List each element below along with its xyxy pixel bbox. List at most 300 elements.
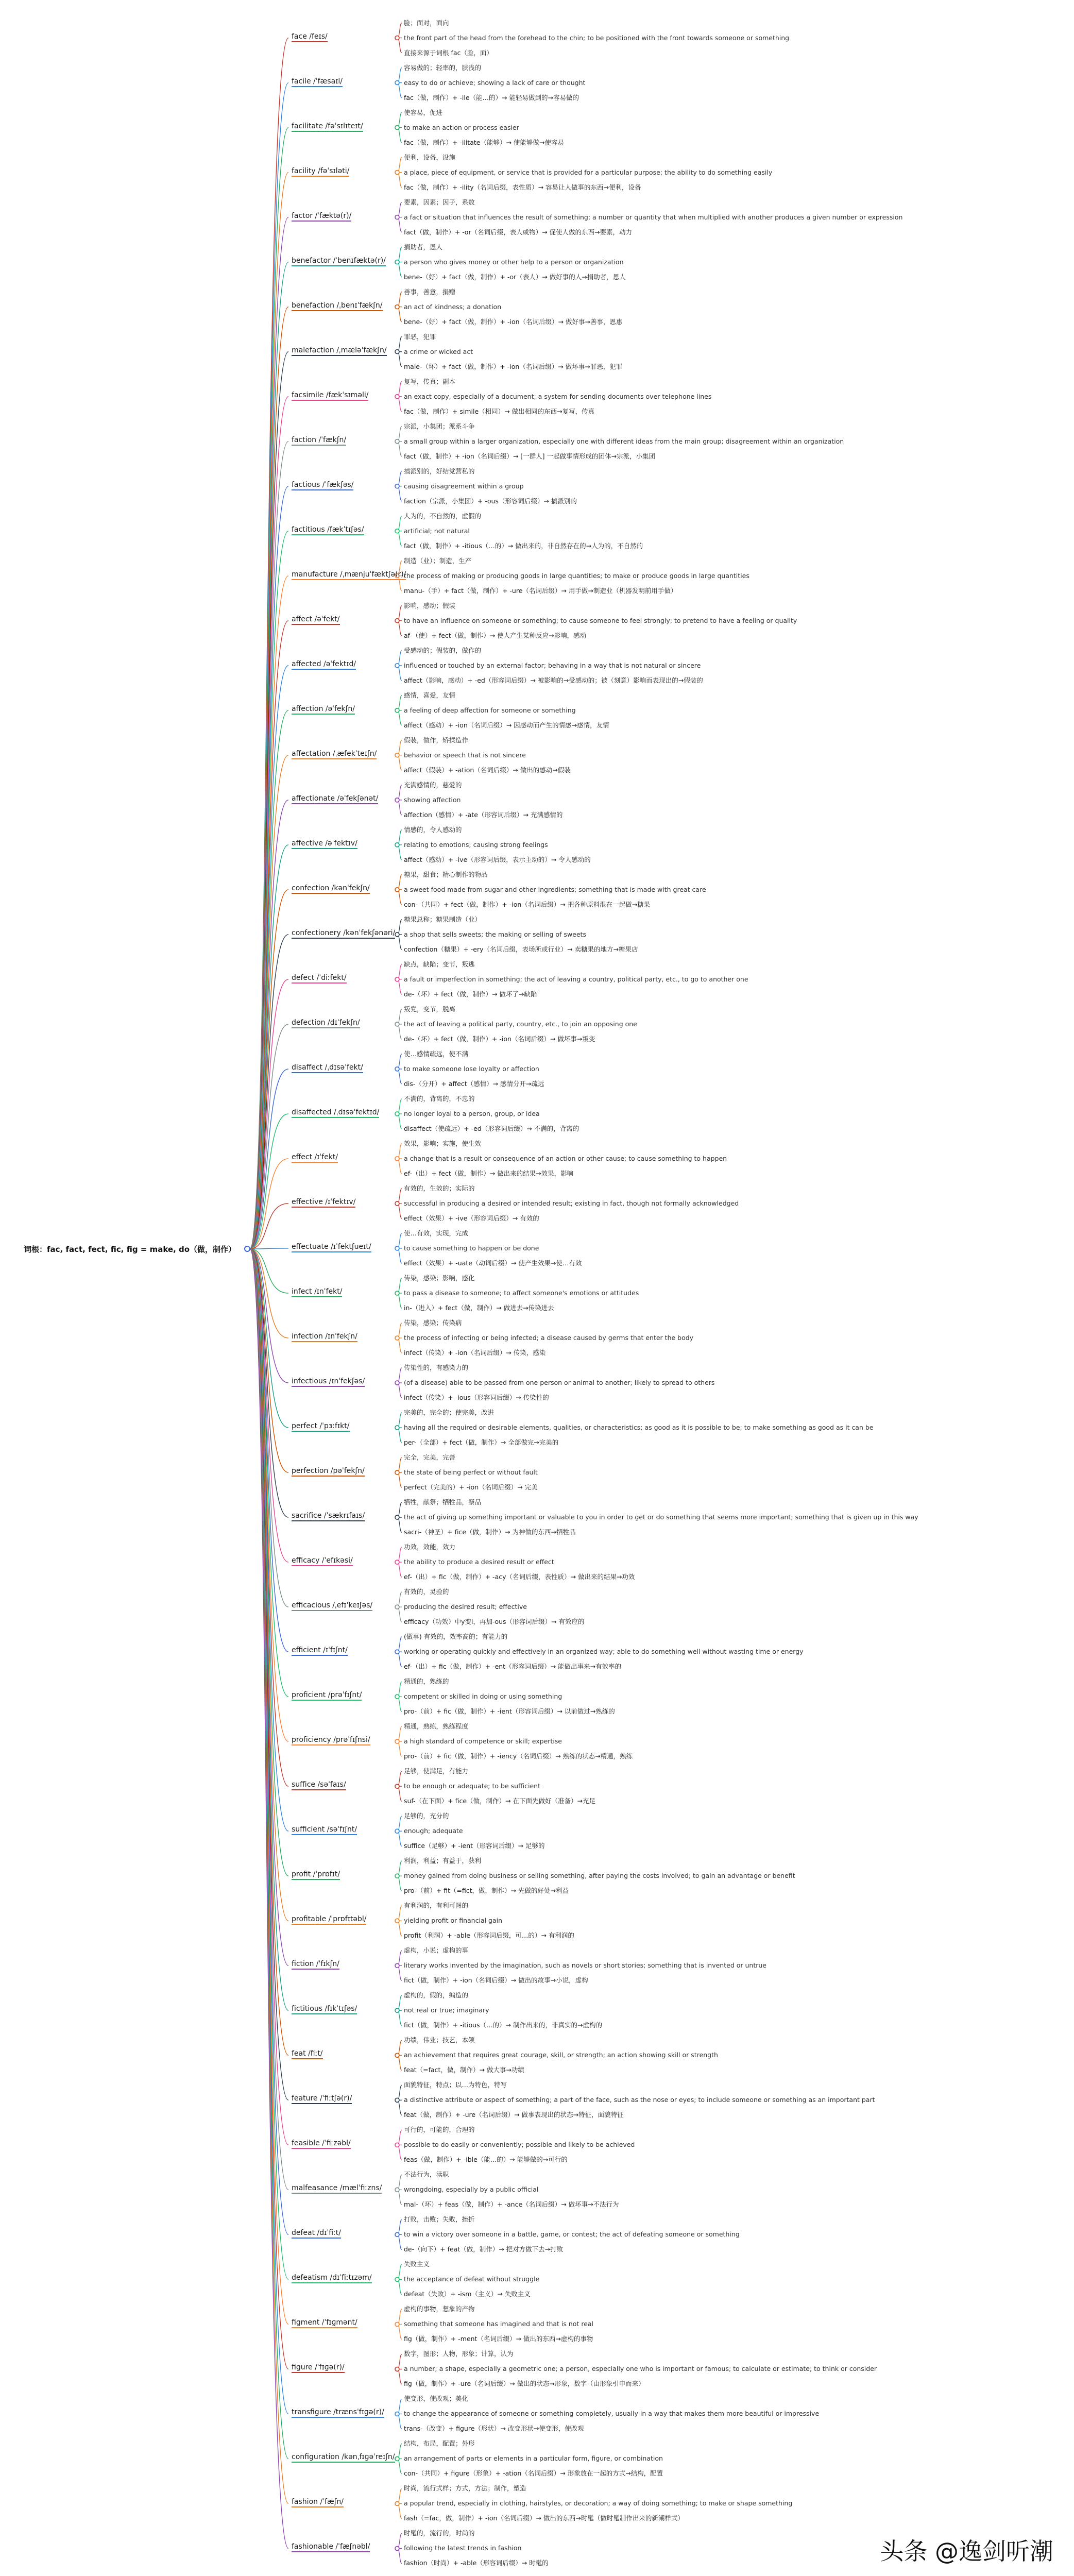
- word-definition-en: working or operating quickly and effectively in an organized way; able to do something well without wasting time or energy: [404, 1648, 804, 1656]
- word-definition-en: causing disagreement within a group: [404, 482, 524, 490]
- word-definition-en: not real or true; imaginary: [404, 2006, 489, 2014]
- word-meaning-zh: 容易做的；轻率的，肤浅的: [404, 63, 482, 72]
- word-node[interactable]: [292, 1960, 339, 1968]
- word-branch: [292, 464, 1072, 509]
- word-definition-en: a popular trend, especially in clothing, hairstyles, or decoration; a way of doing something; to make or shape something: [404, 2499, 793, 2507]
- word-definition-en: the state of being perfect or without fault: [404, 1468, 538, 1477]
- word-etymology: ef-（出）+ fic（做，制作）+ -acy（名词后缀，表性质）→ 做出来的结果→功效: [404, 1573, 635, 1581]
- word-meaning-zh: 效果，影响；实施，使生效: [404, 1139, 482, 1147]
- word-headword: perfection /pəˈfekʃn/: [292, 1467, 365, 1477]
- word-meaning-zh: 善事，善意，捐赠: [404, 287, 456, 296]
- word-definition-en: producing the desired result; effective: [404, 1603, 527, 1611]
- word-etymology: confection（糖果）+ -ery（名词后缀，表场所或行业）→ 卖糖果的地方→糖果店: [404, 945, 638, 953]
- word-headword: facilitate /fəˈsɪlɪteɪt/: [292, 122, 363, 132]
- word-headword: defeatism /dɪˈfiːtɪzəm/: [292, 2274, 372, 2283]
- word-headword: efficacious /ˌefɪˈkeɪʃəs/: [292, 1601, 372, 1611]
- word-branch: [292, 2167, 1072, 2212]
- word-headword: configuration /kənˌfɪɡəˈreɪʃn/: [292, 2453, 395, 2463]
- word-headword: affect /əˈfekt/: [292, 615, 340, 625]
- word-node[interactable]: [292, 1825, 357, 1834]
- word-definition-en: a fault or imperfection in something; the act of leaving a country, political party, etc., to go to another one: [404, 975, 748, 983]
- word-node[interactable]: [292, 2453, 395, 2461]
- word-definition-en: an act of kindness; a donation: [404, 302, 502, 311]
- word-branch: [292, 1809, 1072, 1854]
- word-meaning-zh: 虚构的事物，想象的产物: [404, 2305, 475, 2313]
- word-etymology: feat（=fact，做，制作）→ 做大事→功绩: [404, 2066, 524, 2074]
- word-node[interactable]: [292, 839, 357, 848]
- word-definition-en: a number; a shape, especially a geometric one; a person, especially one who is important or famous; to calculate or estimate; to think or consider: [404, 2365, 877, 2373]
- word-headword: affection /əˈfekʃn/: [292, 705, 355, 715]
- word-etymology: effect（效果）+ -uate（动词后缀）→ 使产生效果→使…有效: [404, 1259, 582, 1267]
- word-definition-en: competent or skilled in doing or using something: [404, 1692, 562, 1701]
- word-node[interactable]: [292, 929, 395, 937]
- word-meaning-zh: 使…有效，实现，完成: [404, 1229, 469, 1237]
- word-node[interactable]: [292, 1512, 365, 1520]
- word-definition-en: successful in producing a desired or intended result; existing in fact, though not formally acknowledged: [404, 1199, 739, 1207]
- word-headword: proficient /prəˈfɪʃnt/: [292, 1691, 362, 1701]
- word-headword: affectation /ˌæfekˈteɪʃn/: [292, 750, 377, 759]
- word-branch: [292, 733, 1072, 777]
- word-definition-en: the front part of the head from the forehead to the chin; to be positioned with the front towards someone or something: [404, 33, 790, 42]
- word-definition-en: a feeling of deep affection for someone or something: [404, 706, 576, 714]
- word-node[interactable]: [292, 750, 377, 758]
- word-etymology: fig（做，制作）+ -ure（名词后缀）→ 做出的状态→形象，数字（由形象引申而来）: [404, 2380, 645, 2388]
- word-node[interactable]: [292, 77, 343, 86]
- word-branch: [292, 2392, 1072, 2436]
- word-etymology: fig（做，制作）+ -ment（名词后缀）→ 做出的东西→虚构的事物: [404, 2335, 593, 2343]
- word-etymology: de-（向下）+ feat（做，制作）→ 把对方做下去→打败: [404, 2245, 564, 2253]
- word-etymology: pro-（前）+ fic（做，制作）+ -ient（形容词后缀）→ 以前做过→熟练的: [404, 1707, 615, 1716]
- word-branch: [292, 419, 1072, 464]
- word-node[interactable]: [292, 705, 355, 713]
- word-etymology: profit（利润）+ -able（形容词后缀，可…的）→ 有利润的: [404, 1931, 574, 1940]
- word-etymology: mal-（坏）+ feas（做，制作）+ -ance（名词后缀）→ 做坏事→不法行为: [404, 2200, 619, 2209]
- word-headword: benefactor /ˈbenɪfæktə(r)/: [292, 257, 386, 266]
- word-headword: fashion /ˈfæʃn/: [292, 2498, 344, 2507]
- word-definition-en: a high standard of competence or skill; expertise: [404, 1737, 562, 1745]
- word-node[interactable]: [292, 2184, 382, 2192]
- word-definition-en: the ability to produce a desired result or effect: [404, 1558, 554, 1566]
- word-headword: facile /ˈfæsaɪl/: [292, 77, 343, 87]
- word-meaning-zh: 足够的，充分的: [404, 1812, 449, 1820]
- word-etymology: fashion（时尚）+ -able（形容词后缀）→ 时髦的: [404, 2559, 549, 2567]
- word-node[interactable]: [292, 1198, 355, 1206]
- word-etymology: bene-（好）+ fact（做，制作）+ -or（表人）→ 做好事的人→捐助者，恩人: [404, 273, 626, 281]
- word-headword: factor /ˈfæktə(r)/: [292, 212, 351, 222]
- word-headword: transfigure /trænsˈfɪɡə(r)/: [292, 2408, 384, 2418]
- word-etymology: trans-（改变）+ figure（形状）→ 改变形状→使变形，使改观: [404, 2425, 584, 2433]
- word-etymology: fact（做，制作）+ -or（名词后缀，表人或物）→ 促使人做的东西→要素，动力: [404, 228, 633, 236]
- word-branch: [292, 822, 1072, 867]
- word-branch: [292, 509, 1072, 553]
- word-definition-en: a shop that sells sweets; the making or selling of sweets: [404, 930, 586, 938]
- word-definition-en: showing affection: [404, 795, 461, 804]
- word-definition-en: money gained from doing business or selling something, after paying the costs involved; to gain an advantage or benefit: [404, 1872, 795, 1880]
- word-meaning-zh: 时髦的，流行的，时尚的: [404, 2529, 475, 2537]
- word-node[interactable]: [292, 301, 383, 310]
- word-etymology: 直接来源于词根 fac（脸，面）: [404, 48, 493, 57]
- word-etymology: de-（坏）+ fect（做，制作）+ -ion（名词后缀）→ 做坏事→叛变: [404, 1035, 595, 1043]
- word-etymology: fash（=fac，做，制作）+ -ion（名词后缀）→ 做出的东西→时髦（做时髦制作出来的新潮样式）: [404, 2514, 684, 2522]
- word-headword: factitious /fækˈtɪʃəs/: [292, 526, 364, 535]
- word-node[interactable]: [292, 2005, 357, 2013]
- word-headword: malfeasance /mælˈfiːzns/: [292, 2184, 382, 2194]
- word-meaning-zh: 要素，因素；因子，系数: [404, 198, 475, 206]
- word-node[interactable]: [292, 2094, 352, 2103]
- word-branch: [292, 1540, 1072, 1585]
- word-meaning-zh: 使…感情疏远，使不满: [404, 1049, 469, 1058]
- word-meaning-zh: 情感的，令人感动的: [404, 825, 462, 834]
- word-branch: [292, 1316, 1072, 1361]
- word-headword: fashionable /ˈfæʃnəbl/: [292, 2543, 370, 2552]
- word-definition-en: to be enough or adequate; to be sufficient: [404, 1782, 540, 1790]
- word-branch: [292, 1674, 1072, 1719]
- word-meaning-zh: 完美的，完全的；使完美，改进: [404, 1409, 495, 1417]
- word-branch: [292, 2302, 1072, 2347]
- word-branch: [292, 553, 1072, 598]
- word-etymology: ef-（出）+ fic（做，制作）+ -ent（形容词后缀）→ 能做出事来→有效率的: [404, 1663, 622, 1671]
- word-meaning-zh: 脸；面对，面向: [404, 19, 449, 27]
- word-etymology: affect（感动）+ -ion（名词后缀）→ 因感动而产生的情感→感情，友情: [404, 721, 609, 729]
- word-branch: [292, 1899, 1072, 1943]
- word-node[interactable]: [292, 2229, 341, 2237]
- word-branch: [292, 1495, 1072, 1540]
- word-headword: feasible /ˈfiːzəbl/: [292, 2139, 351, 2149]
- word-branch: [292, 150, 1072, 195]
- word-branch: [292, 1226, 1072, 1270]
- word-node[interactable]: [292, 1422, 350, 1430]
- word-branch: [292, 1361, 1072, 1405]
- word-definition-en: something that someone has imagined and that is not real: [404, 2320, 594, 2328]
- word-node[interactable]: [292, 570, 406, 579]
- word-branch: [292, 1270, 1072, 1315]
- word-meaning-zh: 宗派，小集团；派系斗争: [404, 422, 475, 430]
- word-definition-en: a change that is a result or consequence of an action or other cause; to cause something to happen: [404, 1154, 727, 1162]
- word-definition-en: yielding profit or financial gain: [404, 1917, 503, 1925]
- word-meaning-zh: 糖果总称；糖果制造（业）: [404, 915, 482, 923]
- word-node[interactable]: [292, 1467, 365, 1475]
- word-node[interactable]: [292, 2318, 357, 2327]
- word-headword: profitable /ˈprɒfɪtəbl/: [292, 1915, 366, 1925]
- word-definition-en: wrongdoing, especially by a public official: [404, 2185, 539, 2194]
- word-node[interactable]: [292, 1691, 362, 1699]
- word-headword: infection /ɪnˈfekʃn/: [292, 1332, 357, 1342]
- word-headword: confectionery /kənˈfekʃənəri/: [292, 929, 395, 939]
- word-node[interactable]: [292, 794, 378, 803]
- word-headword: confection /kənˈfekʃn/: [292, 884, 370, 894]
- word-branch: [292, 195, 1072, 240]
- word-headword: profit /ˈprɒfɪt/: [292, 1870, 340, 1880]
- word-definition-en: a place, piece of equipment, or service that is provided for a particular purpose; the ability to do something easily: [404, 168, 773, 176]
- word-branch: [292, 1091, 1072, 1136]
- word-branch: [292, 105, 1072, 150]
- word-meaning-zh: 结构，布局，配置；外形: [404, 2439, 475, 2448]
- word-node[interactable]: [292, 32, 328, 41]
- word-definition-en: the acceptance of defeat without struggle: [404, 2275, 540, 2283]
- word-headword: disaffected /ˌdɪsəˈfektɪd/: [292, 1108, 379, 1118]
- word-meaning-zh: 虚构，小说；虚构的事: [404, 1946, 469, 1955]
- word-branch: [292, 1585, 1072, 1630]
- word-branch: [292, 1002, 1072, 1046]
- word-headword: feat /fiːt/: [292, 2049, 323, 2059]
- word-etymology: fact（做，制作）+ -itious（…的）→ 做出来的，非自然存在的→人为的，不自然的: [404, 541, 643, 550]
- word-meaning-zh: 有利润的，有利可图的: [404, 1902, 469, 1910]
- word-definition-en: no longer loyal to a person, group, or idea: [404, 1109, 540, 1117]
- word-definition-en: easy to do or achieve; showing a lack of care or thought: [404, 78, 586, 87]
- word-definition-en: the act of giving up something important or valuable to you in order to get or do something that seems more important; something that is given up in this way: [404, 1513, 918, 1521]
- word-definition-en: enough; adequate: [404, 1827, 463, 1835]
- word-etymology: suffice（足够）+ -ient（形容词后缀）→ 足够的: [404, 1842, 545, 1850]
- word-node[interactable]: [292, 1556, 353, 1565]
- word-node[interactable]: [292, 1108, 379, 1116]
- word-meaning-zh: 制造（业）；制造，生产: [404, 556, 472, 565]
- word-headword: feature /ˈfiːtʃə(r)/: [292, 2094, 352, 2104]
- word-etymology: disaffect（使疏远）+ -ed（形容词后缀）→ 不满的，背离的: [404, 1124, 579, 1132]
- word-meaning-zh: 时尚，流行式样；方式，方法；制作，塑造: [404, 2484, 526, 2493]
- word-headword: face /feɪs/: [292, 32, 328, 42]
- word-definition-en: to cause something to happen or be done: [404, 1244, 539, 1252]
- word-meaning-zh: 传染，感染；传染病: [404, 1319, 462, 1327]
- word-node[interactable]: [292, 1243, 371, 1251]
- word-etymology: fac（做，制作）+ -ilitate（能够）→ 使能够做→使容易: [404, 138, 564, 146]
- word-etymology: feas（做，制作）+ -ible（能…的）→ 能够做的→可行的: [404, 2156, 568, 2164]
- word-etymology: affect（影响，感动）+ -ed（形容词后缀）→ 被影响的→受感动的；被（刻意）影响而表现出的→假装的: [404, 676, 703, 684]
- word-headword: factious /ˈfækʃəs/: [292, 481, 353, 490]
- word-etymology: infect（传染）+ -ious（形容词后缀）→ 传染性的: [404, 1394, 549, 1402]
- word-headword: fictitious /fɪkˈtɪʃəs/: [292, 2005, 357, 2014]
- word-etymology: suf-（在下面）+ fice（做，制作）→ 在下面先做好（准备）→充足: [404, 1797, 595, 1805]
- word-headword: suffice /səˈfaɪs/: [292, 1781, 346, 1790]
- word-meaning-zh: 功绩，伟业；技艺，本领: [404, 2036, 475, 2044]
- word-node[interactable]: [292, 391, 368, 399]
- word-headword: perfect /ˈpɜːfɪkt/: [292, 1422, 350, 1432]
- word-branch: [292, 1630, 1072, 1674]
- word-headword: malefaction /ˌmæləˈfækʃn/: [292, 346, 387, 356]
- word-branch: [292, 2212, 1072, 2257]
- word-headword: infect /ɪnˈfekt/: [292, 1287, 342, 1297]
- word-node[interactable]: [292, 436, 346, 444]
- branch-connector: [250, 845, 288, 1249]
- word-node[interactable]: [292, 884, 370, 892]
- word-headword: facsimile /fækˈsɪməli/: [292, 391, 368, 401]
- word-node[interactable]: [292, 1019, 360, 1027]
- word-branch: [292, 374, 1072, 419]
- word-definition-en: the act of leaving a political party, country, etc., to join an opposing one: [404, 1020, 637, 1028]
- word-definition-en: literary works invented by the imagination, such as novels or short stories; something that is invented or untrue: [404, 1961, 766, 1970]
- word-meaning-zh: 精通的，熟练的: [404, 1677, 449, 1686]
- word-meaning-zh: 数字，图形；人物，形象；计算，认为: [404, 2350, 514, 2358]
- word-meaning-zh: 使变形，使改观；美化: [404, 2395, 469, 2403]
- word-etymology: infect（传染）+ -ion（名词后缀）→ 传染，感染: [404, 1349, 546, 1357]
- word-definition-en: following the latest trends in fashion: [404, 2544, 522, 2552]
- word-meaning-zh: 不法行为，渎职: [404, 2171, 449, 2179]
- word-node[interactable]: [292, 1153, 338, 1161]
- word-definition-en: a distinctive attribute or aspect of something; a part of the face, such as the nose or eyes; to include someone or something as an important part: [404, 2096, 875, 2104]
- word-node[interactable]: [292, 1781, 346, 1789]
- word-branch: [292, 2123, 1072, 2167]
- word-meaning-zh: 便利，设备，设施: [404, 153, 456, 161]
- word-etymology: pro-（前）+ fic（做，制作）+ -iency（名词后缀）→ 熟练的状态→精通，熟练: [404, 1752, 633, 1760]
- word-etymology: faction（宗派，小集团）+ -ous（形容词后缀）→ 搞派别的: [404, 497, 577, 505]
- word-meaning-zh: 失败主义: [404, 2260, 430, 2268]
- word-meaning-zh: 感情，喜爱，友情: [404, 691, 456, 699]
- word-headword: facility /fəˈsɪləti/: [292, 167, 349, 177]
- word-branch: [292, 1943, 1072, 1988]
- word-headword: effective /ɪˈfektɪv/: [292, 1198, 355, 1208]
- word-headword: effectuate /ɪˈfektʃueɪt/: [292, 1243, 371, 1252]
- word-node[interactable]: [292, 526, 364, 534]
- word-headword: fiction /ˈfɪkʃn/: [292, 1960, 339, 1970]
- word-headword: proficiency /prəˈfɪʃnsi/: [292, 1736, 370, 1745]
- word-definition-en: a person who gives money or other help to a person or organization: [404, 258, 624, 266]
- word-meaning-zh: 影响，感动；假装: [404, 601, 456, 609]
- word-definition-en: a crime or wicked act: [404, 347, 473, 355]
- word-etymology: bene-（好）+ fact（做，制作）+ -ion（名词后缀）→ 做好事→善事，恩惠: [404, 317, 623, 326]
- branch-connector: [250, 1248, 288, 1249]
- word-meaning-zh: 缺点，缺陷；变节，叛逃: [404, 960, 475, 968]
- word-node[interactable]: [292, 1287, 342, 1296]
- word-meaning-zh: 受感动的；假装的，做作的: [404, 646, 482, 654]
- word-node[interactable]: [292, 2274, 372, 2282]
- word-node[interactable]: [292, 2363, 345, 2371]
- word-meaning-zh: 搞派别的，好结党营私的: [404, 467, 475, 475]
- word-branch: [292, 1450, 1072, 1495]
- word-node[interactable]: [292, 481, 353, 489]
- word-definition-en: to win a victory over someone in a battle, game, or contest; the act of defeating someone or something: [404, 2230, 740, 2239]
- word-definition-en: a small group within a larger organization, especially one with different ideas from the main group; disagreement within an organization: [404, 437, 844, 445]
- word-definition-en: the process of infecting or being infected; a disease caused by germs that enter the body: [404, 1334, 694, 1342]
- word-branch: [292, 1046, 1072, 1091]
- word-definition-en: to pass a disease to someone; to affect someone's emotions or attitudes: [404, 1289, 639, 1297]
- word-etymology: ef-（出）+ fect（做，制作）→ 做出来的结果→效果，影响: [404, 1169, 574, 1177]
- word-etymology: fict（做，制作）+ -itious（…的）→ 制作出来的，非真实的→虚构的: [404, 2021, 602, 2029]
- word-meaning-zh: 复写，传真；副本: [404, 377, 456, 385]
- word-meaning-zh: 不满的，背离的，不忠的: [404, 1094, 475, 1103]
- word-etymology: fac（做，制作）+ -ility（名词后缀，表性质）→ 容易让人做事的东西→便利，设备: [404, 183, 641, 191]
- word-branch: [292, 912, 1072, 957]
- word-definition-en: to make someone lose loyalty or affection: [404, 1064, 539, 1073]
- word-meaning-zh: 人为的，不自然的，虚假的: [404, 512, 482, 520]
- source-watermark: 头条 @逸剑听潮: [880, 2537, 1053, 2565]
- word-headword: sacrifice /ˈsækrɪfaɪs/: [292, 1512, 365, 1521]
- word-node[interactable]: [292, 1870, 340, 1878]
- word-definition-en: the process of making or producing goods in large quantities; to make or produce goods in large quantities: [404, 571, 749, 580]
- word-node[interactable]: [292, 974, 347, 982]
- word-definition-en: a sweet food made from sugar and other ingredients; something that is made with great care: [404, 885, 706, 893]
- word-definition-en: possible to do easily or conveniently; possible and likely to be achieved: [404, 2141, 635, 2149]
- word-branch: [292, 2481, 1072, 2526]
- word-branch: [292, 957, 1072, 1002]
- word-etymology: perfect（完美的）+ -ion（名词后缀）→ 完美: [404, 1483, 538, 1492]
- word-node[interactable]: [292, 1646, 348, 1654]
- word-branch: [292, 240, 1072, 284]
- word-definition-en: an arrangement of parts or elements in a particular form, figure, or combination: [404, 2454, 663, 2463]
- word-meaning-zh: 完全，完美，完善: [404, 1453, 456, 1462]
- word-branch: [292, 60, 1072, 105]
- word-meaning-zh: 有效的，灵验的: [404, 1588, 449, 1596]
- word-headword: benefaction /ˌbenɪˈfækʃn/: [292, 301, 383, 311]
- root-bullet: [245, 1246, 250, 1251]
- word-definition-en: a fact or situation that influences the result of something; a number or quantity that when multiplied with another produces a given number or expression: [404, 213, 903, 221]
- word-meaning-zh: 叛党，变节，脱离: [404, 1005, 456, 1013]
- word-etymology: efficacy（功效）中y变i，再加-ous（形容词后缀）→ 有效应的: [404, 1618, 585, 1626]
- word-definition-en: relating to emotions; causing strong feelings: [404, 840, 548, 849]
- word-node[interactable]: [292, 2498, 344, 2506]
- word-node[interactable]: [292, 1601, 372, 1609]
- word-definition-en: behavior or speech that is not sincere: [404, 751, 526, 759]
- word-etymology: dis-（分开）+ affect（感情）→ 感情分开→疏远: [404, 1079, 544, 1088]
- word-definition-en: influenced or touched by an external factor; behaving in a way that is not natural or sincere: [404, 661, 701, 669]
- word-node[interactable]: [292, 2049, 323, 2058]
- word-node[interactable]: [292, 1063, 363, 1072]
- word-etymology: sacri-（神圣）+ fice（做，制作）→ 为神做的东西→牺牲品: [404, 1528, 576, 1536]
- word-branch: [292, 643, 1072, 688]
- word-meaning-zh: 捐助者，恩人: [404, 243, 443, 251]
- word-etymology: male-（坏）+ fact（做，制作）+ -ion（名词后缀）→ 做坏事→罪恶，犯罪: [404, 362, 623, 370]
- word-branch: [292, 1136, 1072, 1181]
- word-node[interactable]: [292, 1377, 365, 1385]
- word-branch: [292, 2257, 1072, 2302]
- word-branch: [292, 1405, 1072, 1450]
- word-etymology: fact（做，制作）+ -ion（名词后缀）→ [一群人] 一起做事情形成的团体→宗派，小集团: [404, 452, 655, 460]
- word-meaning-zh: 假装，做作，矫揉造作: [404, 736, 469, 744]
- word-meaning-zh: (做事) 有效的，效率高的；有能力的: [404, 1633, 508, 1641]
- word-meaning-zh: 足够，使满足，有能力: [404, 1767, 469, 1775]
- word-etymology: feat（做，制作）+ -ure（名词后缀）→ 做事表现出的状态→特征，面貌特征: [404, 2111, 624, 2119]
- word-headword: figment /ˈfɪɡmənt/: [292, 2318, 357, 2328]
- word-etymology: fac（做，制作）+ -ile（能…的）→ 能轻易做到的→容易做的: [404, 93, 579, 101]
- word-etymology: affection（感情）+ -ate（形容词后缀）→ 充满感情的: [404, 810, 563, 819]
- word-branch: [292, 777, 1072, 822]
- word-etymology: af-（使）+ fect（做，制作）→ 使人产生某种反应→影响，感动: [404, 631, 587, 639]
- word-node[interactable]: [292, 1332, 357, 1341]
- word-meaning-zh: 可行的，可能的，合理的: [404, 2126, 475, 2134]
- word-definition-en: having all the required or desirable elements, qualities, or characteristics; as good as it is possible to be; to make something as good as it can be: [404, 1423, 874, 1432]
- word-meaning-zh: 罪恶，犯罪: [404, 332, 436, 341]
- word-meaning-zh: 有效的，生效的；实际的: [404, 1184, 475, 1192]
- word-node[interactable]: [292, 1736, 370, 1744]
- word-headword: defect /ˈdiːfekt/: [292, 974, 347, 984]
- word-headword: faction /ˈfækʃn/: [292, 436, 346, 446]
- word-node[interactable]: [292, 2139, 351, 2147]
- word-node[interactable]: [292, 167, 349, 175]
- word-branch: [292, 2078, 1072, 2123]
- word-node[interactable]: [292, 122, 363, 130]
- word-headword: efficacy /ˈefɪkəsi/: [292, 1556, 353, 1566]
- word-branch: [292, 1719, 1072, 1764]
- word-meaning-zh: 糖果，甜食；精心制作的物品: [404, 870, 488, 878]
- word-node[interactable]: [292, 660, 356, 668]
- word-branch: [292, 2347, 1072, 2392]
- word-node[interactable]: [292, 2408, 384, 2416]
- word-node[interactable]: [292, 2543, 370, 2551]
- word-headword: manufacture /ˌmænjuˈfæktʃə(r)/: [292, 570, 406, 580]
- word-meaning-zh: 充满感情的，慈爱的: [404, 781, 462, 789]
- word-definition-en: to change the appearance of someone or something completely, usually in a way that makes them more beautiful or impressive: [404, 2410, 820, 2418]
- word-node[interactable]: [292, 257, 386, 265]
- word-etymology: manu-（手）+ fact（做，制作）+ -ure（名词后缀）→ 用手做→制造业（机器发明前用手做）: [404, 586, 677, 595]
- word-headword: disaffect /ˌdɪsəˈfekt/: [292, 1063, 363, 1073]
- word-node[interactable]: [292, 346, 387, 354]
- root-node: 词根：fac, fact, fect, fic, fig = make, do（做，制作）: [24, 1245, 236, 1254]
- word-etymology: con-（共同）+ figure（形象）+ -ation（名词后缀）→ 形象放在一起的方式→结构，配置: [404, 2469, 663, 2478]
- word-node[interactable]: [292, 212, 351, 220]
- word-meaning-zh: 虚构的，假的，编造的: [404, 1991, 469, 1999]
- word-node[interactable]: [292, 1915, 366, 1923]
- word-branch: [292, 15, 1072, 60]
- word-node[interactable]: [292, 615, 340, 623]
- word-etymology: in-（进入）+ fect（做，制作）→ 做进去→传染进去: [404, 1303, 554, 1312]
